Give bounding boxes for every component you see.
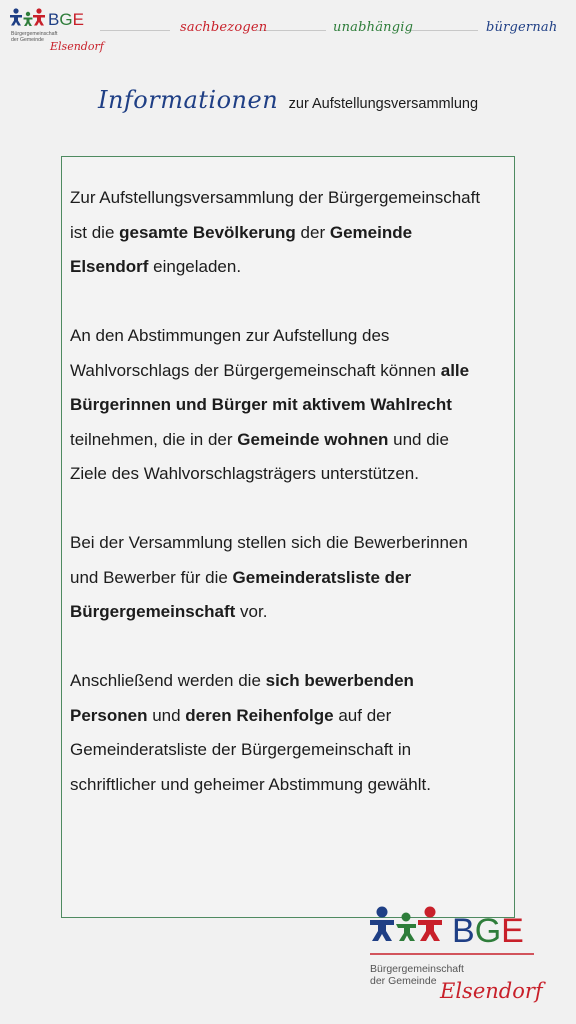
logo-sub-line2: der Gemeinde <box>11 37 44 43</box>
emphasis: alle Bürgerinnen und Bürger mit aktivem Wahlrecht <box>70 360 470 414</box>
people-icon <box>10 8 45 26</box>
logo-sub-line1: Bürgergemeinschaft <box>11 31 58 37</box>
text: und <box>147 705 186 725</box>
info-text <box>70 181 490 837</box>
header <box>0 0 576 56</box>
emphasis: deren Reihenfolge <box>185 705 334 725</box>
tagline-buergernah: bürgernah <box>486 20 558 35</box>
text: teilnehmen, die in der <box>70 429 238 449</box>
text: eingeladen. <box>148 257 242 276</box>
emphasis: gesamte Bevölkerung <box>119 222 296 242</box>
page-title <box>0 86 576 114</box>
logo-sub-line2: der Gemeinde <box>370 975 437 987</box>
emphasis: Gemeinderatsliste der Bürgergemeinschaft <box>70 567 412 621</box>
people-icon <box>370 907 442 942</box>
paragraph-candidates <box>70 526 490 630</box>
emphasis: sich bewerbenden Personen <box>70 671 414 725</box>
logo-sub-line1: Bürgergemeinschaft <box>370 963 464 975</box>
info-card <box>61 156 515 918</box>
paragraph-voting-rights <box>70 319 490 492</box>
emphasis: Gemeinde Elsendorf <box>70 222 413 276</box>
paragraph-election <box>70 664 490 802</box>
text: auf der Gemeinderatsliste der Bürgergemeinschaft in schriftlicher und geheimer Abstimmung gewählt. <box>70 705 431 794</box>
emphasis: Gemeinde wohnen <box>237 429 389 449</box>
text: An den Abstimmungen zur Aufstellung des Wahlvorschlags der Bürgergemeinschaft können <box>70 326 441 380</box>
logo-abbrev: BGE <box>452 912 524 950</box>
bge-logo-large <box>368 904 543 1012</box>
text: Bei der Versammlung stellen sich die Bewerberinnen und Bewerber für die <box>70 533 468 587</box>
text: Zur Aufstellungsversammlung der Bürgergemeinschaft ist die <box>70 188 481 242</box>
tagline-sachbezogen: sachbezogen <box>180 20 268 35</box>
title-script: Informationen <box>97 86 279 114</box>
text: vor. <box>235 602 268 621</box>
paragraph-invitation <box>70 181 490 285</box>
logo-abbrev: BGE <box>48 10 84 29</box>
text: und die Ziele des Wahlvorschlagsträgers unterstützen. <box>70 429 449 483</box>
logo-town: Elsendorf <box>50 40 104 53</box>
logo-town: Elsendorf <box>440 979 543 1003</box>
header-divider <box>100 30 170 31</box>
title-rest: zur Aufstellungsversammlung <box>288 96 479 112</box>
text: Anschließend werden die <box>70 671 266 690</box>
bge-logo-small[interactable] <box>8 6 104 54</box>
tagline-unabhaengig: unabhängig <box>333 20 414 35</box>
header-divider <box>408 30 478 31</box>
text: der <box>295 222 330 242</box>
